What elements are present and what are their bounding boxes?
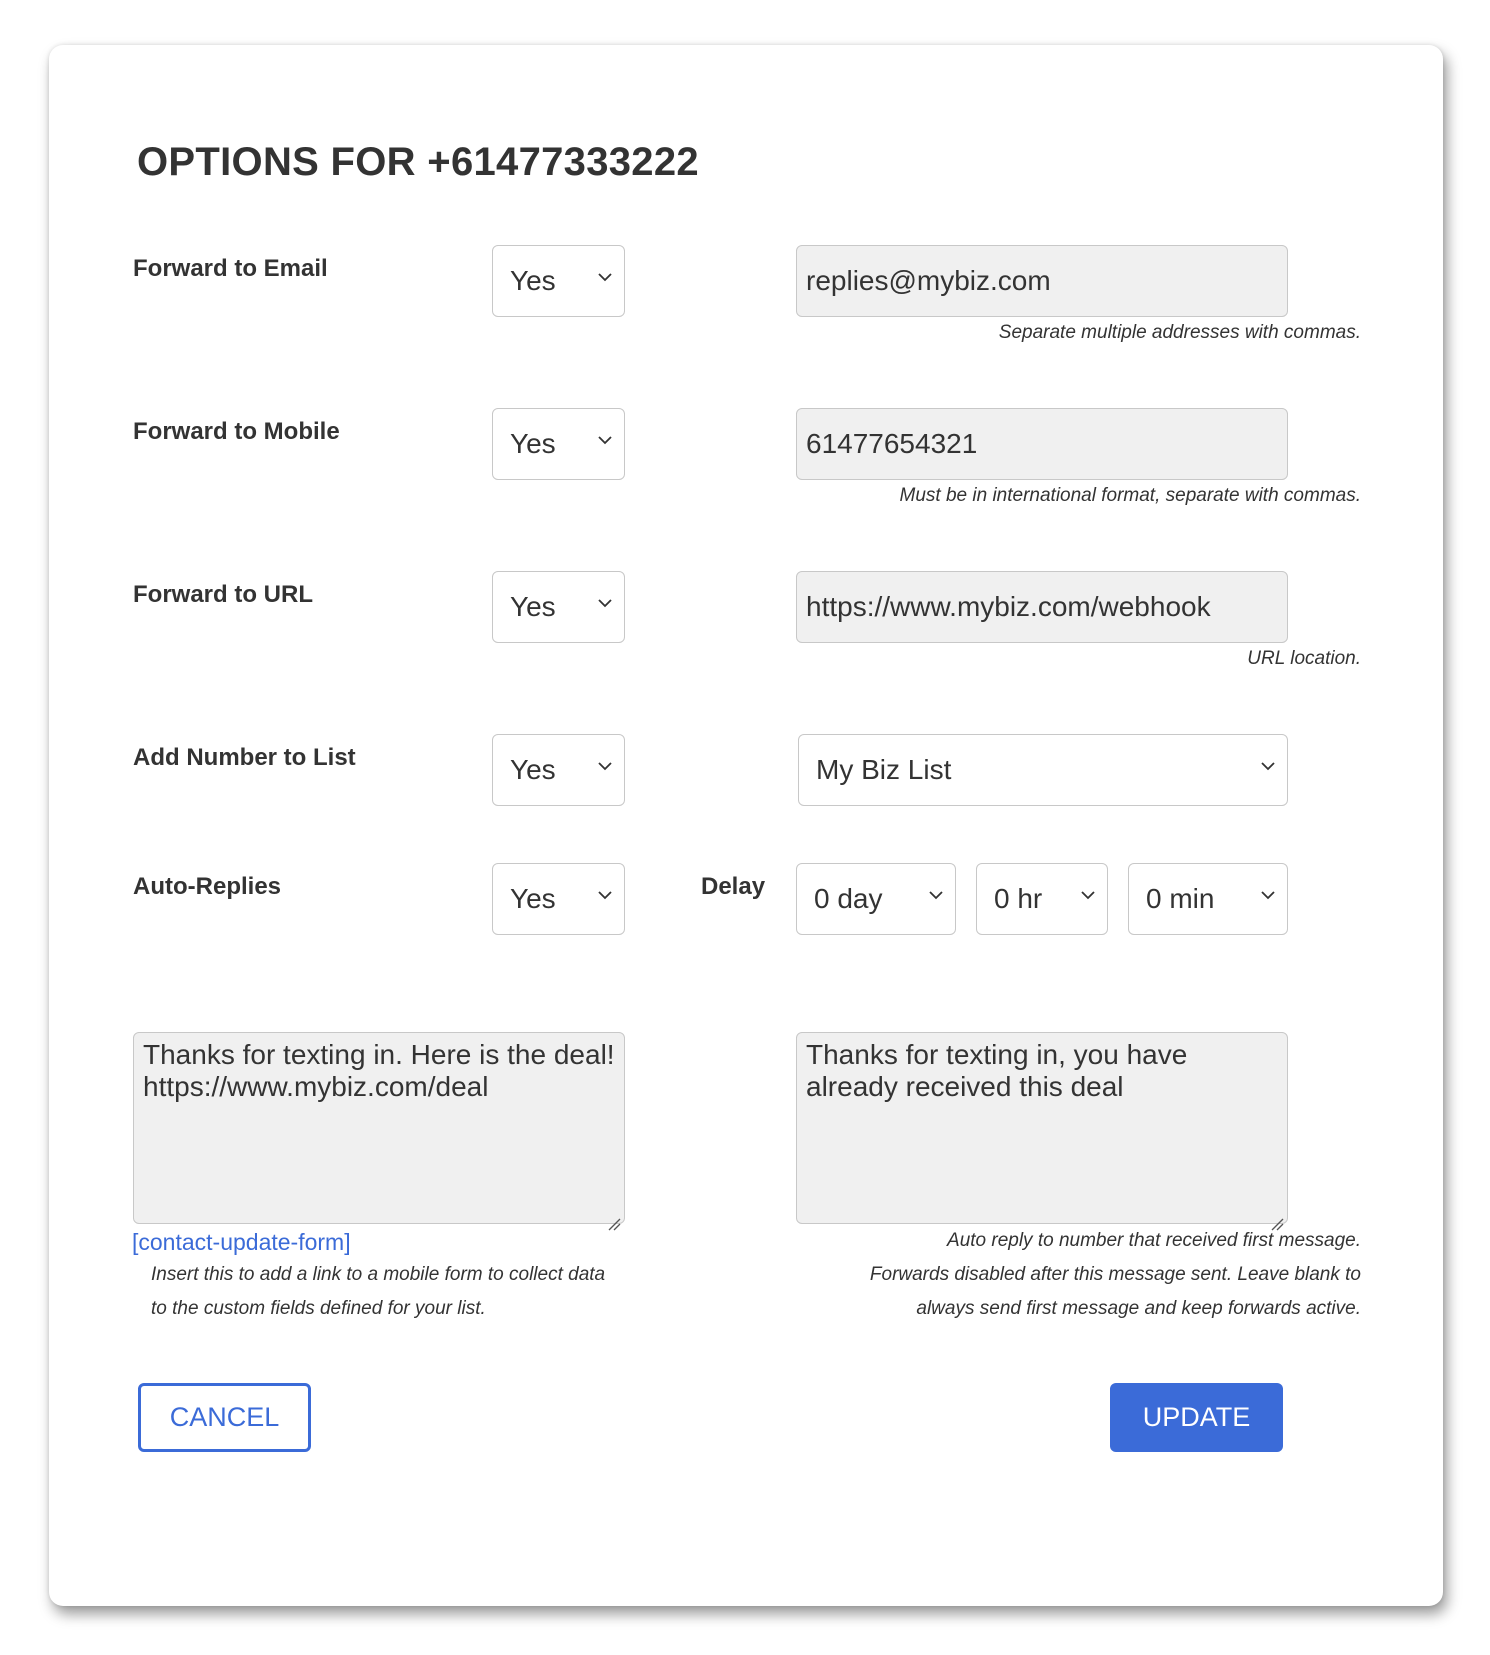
forward-email-toggle[interactable] [492,245,625,317]
delay-day-select[interactable] [796,863,956,935]
options-dialog [49,45,1443,1606]
auto-replies-toggle-value: Yes [510,883,556,914]
chevron-down-icon [1261,759,1275,773]
forward-email-hint: Separate multiple addresses with commas. [998,322,1361,343]
forward-url-label: Forward to URL [133,581,313,608]
repeat-message-textarea[interactable] [796,1032,1288,1224]
chevron-down-icon [929,888,943,902]
forward-url-toggle-value: Yes [510,591,556,622]
repeat-hint-line2: Forwards disabled after this message sent. Leave blank to [869,1264,1361,1285]
delay-hour-select[interactable] [976,863,1108,935]
forward-email-input[interactable]: replies@mybiz.com [796,245,1288,317]
forward-mobile-label: Forward to Mobile [133,418,340,445]
chevron-down-icon [598,270,612,284]
resize-grip-icon[interactable] [607,1206,621,1220]
forward-url-input[interactable]: https://www.mybiz.com/webhook [796,571,1288,643]
forward-url-hint: URL location. [1247,648,1361,669]
repeat-message-text: Thanks for texting in, you have already received this deal [806,1039,1188,1102]
delay-label: Delay [701,873,766,900]
chevron-down-icon [598,888,612,902]
delay-day-value: 0 day [814,883,883,914]
forward-mobile-hint: Must be in international format, separate with commas. [899,485,1361,506]
delay-minute-value: 0 min [1146,883,1215,914]
first-message-textarea[interactable] [133,1032,625,1224]
dialog-title: OPTIONS FOR +61477333222 [137,140,699,184]
form-tag-hint-line1: Insert this to add a link to a mobile form to collect data [151,1264,606,1285]
update-button[interactable]: UPDATE [1110,1383,1283,1452]
delay-hour-value: 0 hr [994,883,1043,914]
add-to-list-toggle[interactable] [492,734,625,806]
forward-mobile-toggle-value: Yes [510,428,556,459]
list-select-value: My Biz List [816,754,952,785]
auto-replies-label: Auto-Replies [133,873,282,900]
list-select[interactable] [798,734,1288,806]
chevron-down-icon [1081,888,1095,902]
cancel-button[interactable]: CANCEL [138,1383,311,1452]
resize-grip-icon[interactable] [1270,1206,1284,1220]
forward-url-toggle[interactable] [492,571,625,643]
forward-email-toggle-value: Yes [510,265,556,296]
chevron-down-icon [1261,888,1275,902]
forward-mobile-toggle[interactable] [492,408,625,480]
repeat-hint-line3: always send first message and keep forwards active. [916,1298,1361,1319]
delay-minute-select[interactable] [1128,863,1288,935]
add-to-list-label: Add Number to List [133,744,356,771]
contact-update-form-tag[interactable]: [contact-update-form] [132,1229,351,1255]
chevron-down-icon [598,433,612,447]
forward-email-label: Forward to Email [133,255,328,282]
chevron-down-icon [598,759,612,773]
repeat-hint-line1: Auto reply to number that received first message. [947,1230,1361,1251]
forward-mobile-input[interactable]: 61477654321 [796,408,1288,480]
auto-replies-toggle[interactable] [492,863,625,935]
first-message-text: Thanks for texting in. Here is the deal! https://www.mybiz.com/deal [143,1039,615,1102]
add-to-list-toggle-value: Yes [510,754,556,785]
form-tag-hint-line2: to the custom fields defined for your list. [151,1298,486,1319]
chevron-down-icon [598,596,612,610]
